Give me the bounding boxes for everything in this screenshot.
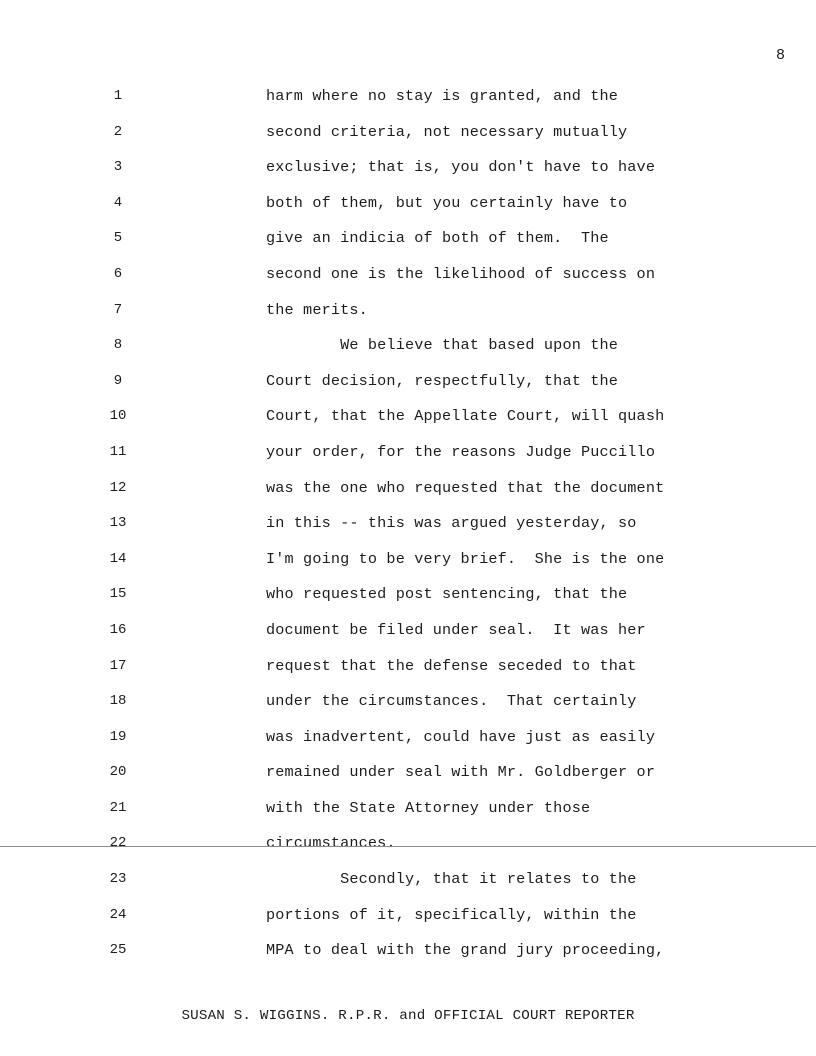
line-text: Court, that the Appellate Court, will quash [266,407,665,426]
line-number: 9 [113,372,123,389]
line-text: Court decision, respectfully, that the [266,371,619,390]
transcript-line [0,903,816,939]
line-number: 4 [113,194,123,211]
transcript-line [0,476,816,512]
transcript-line [0,369,816,405]
line-text: Secondly, that it relates to the [266,870,637,889]
line-number: 12 [109,479,127,496]
horizontal-divider [0,846,816,847]
transcript-line [0,333,816,369]
transcript-line [0,511,816,547]
line-number: 6 [113,265,123,282]
line-number: 3 [113,159,123,176]
line-text: MPA to deal with the grand jury proceeding, [266,941,665,960]
line-number: 5 [113,230,123,247]
transcript-line [0,440,816,476]
line-number: 19 [109,728,127,745]
line-number: 13 [109,515,127,532]
line-text: exclusive; that is, you don't have to have [266,158,656,177]
transcript-line [0,404,816,440]
line-text: who requested post sentencing, that the [266,585,628,604]
line-number: 17 [109,657,127,674]
line-number: 24 [109,906,127,923]
line-text: your order, for the reasons Judge Puccillo [266,442,656,461]
line-text: circumstances. [266,834,396,853]
line-text: second one is the likelihood of success on [266,264,656,283]
transcript-line [0,760,816,796]
line-number: 1 [113,88,123,104]
transcript-line [0,654,816,690]
line-number: 22 [109,835,127,852]
transcript-line [0,298,816,334]
line-text: the merits. [266,300,368,319]
transcript-line [0,796,816,832]
page-number: 8 [776,47,786,64]
transcript-line [0,262,816,298]
line-number: 8 [113,337,123,354]
transcript-line [0,725,816,761]
line-text: I'm going to be very brief. She is the one [266,549,665,568]
line-number: 14 [109,550,127,567]
line-number: 21 [109,799,127,816]
transcript-line [0,547,816,583]
line-text: give an indicia of both of them. The [266,229,609,248]
line-text: harm where no stay is granted, and the [266,87,619,105]
line-text: in this -- this was argued yesterday, so [266,514,637,533]
transcript-line [0,155,816,191]
line-number: 2 [113,123,123,140]
line-text: second criteria, not necessary mutually [266,122,628,141]
line-text: under the circumstances. That certainly [266,692,637,711]
line-number: 18 [109,693,127,710]
transcript-line [0,582,816,618]
line-text: request that the defense seceded to that [266,656,637,675]
transcript-line [0,84,816,120]
transcript-line [0,618,816,654]
line-text: We believe that based upon the [266,336,619,355]
transcript-line [0,191,816,227]
line-number: 7 [113,301,123,318]
transcript-line [0,120,816,156]
line-number: 16 [109,621,127,638]
line-text: portions of it, specifically, within the [266,905,637,924]
line-number: 20 [109,764,127,781]
line-number: 15 [109,586,127,603]
transcript-line [0,867,816,903]
page-footer: SUSAN S. WIGGINS. R.P.R. and OFFICIAL COURT REPORTER [181,1008,635,1024]
line-text: document be filed under seal. It was her [266,620,646,639]
line-number: 11 [109,443,127,460]
line-text: was inadvertent, could have just as easily [266,727,656,746]
line-text: was the one who requested that the document [266,478,665,497]
transcript-line [0,226,816,262]
transcript-line [0,689,816,725]
transcript-body [0,84,816,974]
line-text: with the State Attorney under those [266,798,591,817]
transcript-line [0,831,816,867]
line-text: remained under seal with Mr. Goldberger or [266,763,656,782]
line-number: 10 [109,408,127,425]
line-number: 23 [109,871,127,888]
line-text: both of them, but you certainly have to [266,193,628,212]
transcript-line [0,938,816,974]
line-number: 25 [109,942,127,959]
